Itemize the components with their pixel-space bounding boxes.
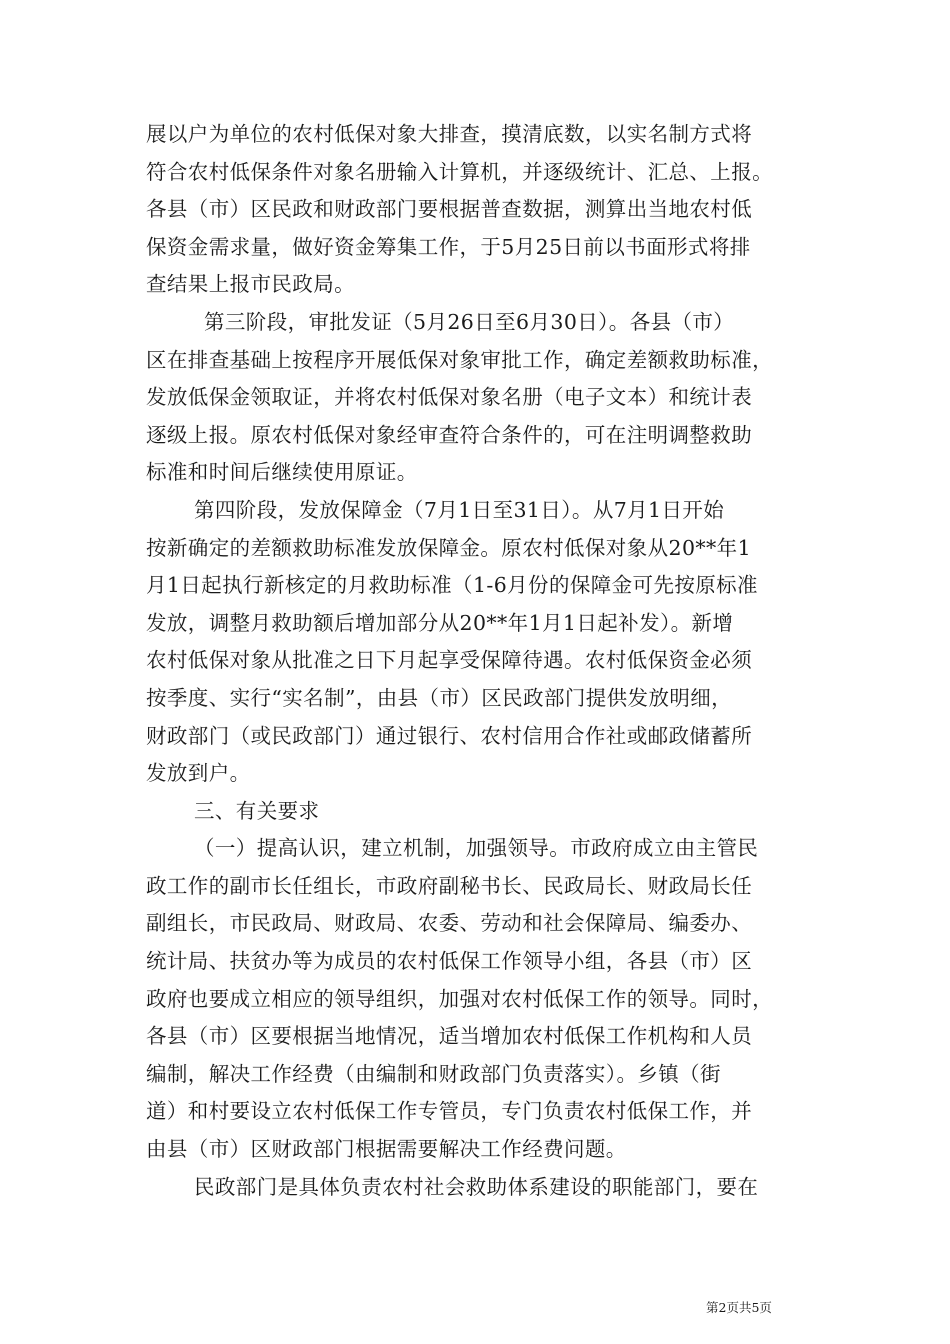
text-line: 统计局、扶贫办等为成员的农村低保工作领导小组，各县（市）区: [146, 949, 753, 974]
text-line: 编制，解决工作经费（由编制和财政部门负责落实）。乡镇（街: [146, 1061, 721, 1086]
section-heading: 三、有关要求: [194, 798, 320, 823]
text-line: 展以户为单位的农村低保对象大排查，摸清底数，以实名制方式将: [146, 122, 753, 146]
text-line: 政工作的副市长任组长，市政府副秘书长、民政局长、财政局长任: [146, 873, 753, 898]
paragraph-start-civil-affairs: 民政部门是具体负责农村社会救助体系建设的职能部门，要在: [194, 1174, 759, 1199]
text-line: 副组长，市民政局、财政局、农委、劳动和社会保障局、编委办、: [146, 911, 753, 936]
text-line: 符合农村低保条件对象名册输入计算机，并逐级统计、汇总、上报。: [146, 159, 773, 184]
text-line: 区在排查基础上按程序开展低保对象审批工作，确定差额救助标准，: [146, 347, 773, 372]
text-line: 标准和时间后继续使用原证。: [146, 460, 418, 485]
text-line: 按季度、实行“实名制”，由县（市）区民政部门提供发放明细，: [146, 685, 733, 710]
text-line: 发放低保金领取证，并将农村低保对象名册（电子文本）和统计表: [146, 385, 753, 410]
page-number: 第2页共5页: [706, 1300, 772, 1315]
body-text: [146, 116, 814, 1206]
text-line: 查结果上报市民政局。: [146, 272, 355, 297]
text-line: 保资金需求量，做好资金筹集工作，于5月25日前以书面形式将排: [146, 234, 751, 259]
text-line: 政府也要成立相应的领导组织，加强对农村低保工作的领导。同时，: [146, 986, 773, 1011]
paragraph-start-stage-three: 第三阶段，审批发证（5月26日至6月30日）。各县（市）: [204, 309, 735, 334]
text-line: 由县（市）区财政部门根据需要解决工作经费问题。: [146, 1137, 627, 1162]
text-line: 道）和村要设立农村低保工作专管员，专门负责农村低保工作，并: [146, 1099, 753, 1124]
paragraph-start-stage-four: 第四阶段，发放保障金（7月1日至31日）。从7月1日开始: [194, 497, 725, 522]
text-line: 发放到户。: [146, 761, 251, 786]
text-line: 各县（市）区要根据当地情况，适当增加农村低保工作机构和人员: [146, 1024, 753, 1049]
text-line: 月1日起执行新核定的月救助标准（1-6月份的保障金可先按原标准: [146, 573, 758, 598]
text-line: 各县（市）区民政和财政部门要根据普查数据，测算出当地农村低: [146, 197, 753, 222]
text-line: 发放，调整月救助额后增加部分从20**年1月1日起补发）。新增: [146, 610, 734, 635]
text-line: 按新确定的差额救助标准发放保障金。原农村低保对象从20**年1: [146, 535, 752, 560]
paragraph-start-requirement-one: （一）提高认识，建立机制，加强领导。市政府成立由主管民: [194, 836, 759, 861]
text-line: 财政部门（或民政部门）通过银行、农村信用合作社或邮政储蓄所: [146, 723, 753, 748]
text-line: 农村低保对象从批准之日下月起享受保障待遇。农村低保资金必须: [146, 648, 753, 673]
text-line: 逐级上报。原农村低保对象经审查符合条件的，可在注明调整救助: [146, 422, 753, 447]
